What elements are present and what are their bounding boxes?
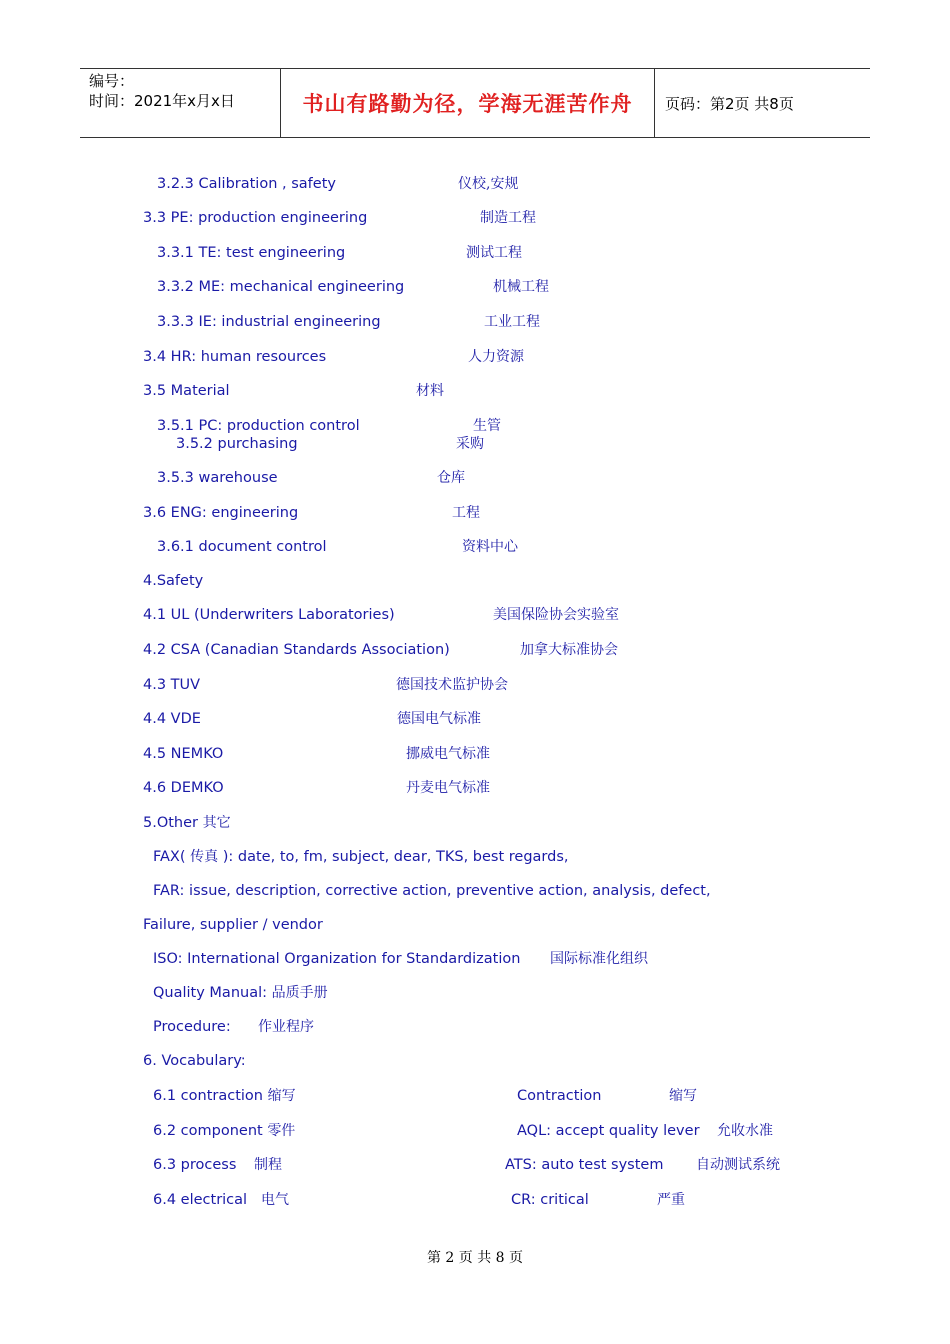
list-item: 3.3.3 IE: industrial engineering <box>157 314 381 330</box>
list-item: 4.5 NEMKO <box>143 746 224 762</box>
term-cn: 自动测试系统 <box>696 1157 780 1173</box>
list-item: 3.3 PE: production engineering <box>143 210 368 226</box>
list-item: CR: critical <box>511 1192 589 1208</box>
term-en-rest: ): date, to, fm, subject, dear, TKS, best regards, <box>222 849 569 865</box>
term-cn: 德国技术监护协会 <box>396 677 508 693</box>
list-item: 3.5.2 purchasing <box>176 436 298 452</box>
page-header <box>80 68 870 138</box>
term-cn: 材料 <box>416 383 444 399</box>
term-cn: 制造工程 <box>480 210 536 226</box>
code-label: 编号： <box>89 72 135 90</box>
term-cn: 制程 <box>254 1157 282 1173</box>
term-cn: 国际标准化组织 <box>550 951 648 967</box>
list-item: Procedure: <box>153 1019 231 1035</box>
section-heading: 6. Vocabulary: <box>143 1053 246 1069</box>
term-cn: 电气 <box>261 1192 289 1208</box>
list-item: ISO: International Organization for Standardization <box>153 951 521 967</box>
list-item <box>153 1087 296 1105</box>
term-cn: 其它 <box>202 815 231 831</box>
term-cn: 作业程序 <box>258 1019 314 1035</box>
list-item: 4.4 VDE <box>143 711 201 727</box>
time-label: 时间：2021年x月x日 <box>89 92 235 110</box>
term-cn: 生管 <box>473 418 501 434</box>
list-item: 3.5.1 PC: production control <box>157 418 360 434</box>
list-item: 3.5 Material <box>143 383 230 399</box>
term-cn: 严重 <box>657 1192 685 1208</box>
list-item: 3.5.3 warehouse <box>157 470 278 486</box>
term-en: 6.1 contraction <box>153 1088 263 1104</box>
list-item: 4.3 TUV <box>143 677 201 693</box>
term-cn: 传真 <box>190 849 219 865</box>
header-motto-cell <box>281 69 655 137</box>
list-item <box>153 1122 295 1140</box>
term-cn: 丹麦电气标准 <box>406 780 490 796</box>
section-heading: 4.Safety <box>143 573 204 589</box>
page-footer: 第 2 页 共 8 页 <box>426 1250 524 1266</box>
list-item: 6.4 electrical <box>153 1192 248 1208</box>
term-cn: 仪校,安规 <box>458 176 519 192</box>
term-cn: 机械工程 <box>493 279 549 295</box>
term-en: FAX( <box>153 849 186 865</box>
section-heading <box>143 814 231 832</box>
list-item: 3.3.2 ME: mechanical engineering <box>157 279 405 295</box>
list-item: 4.6 DEMKO <box>143 780 224 796</box>
list-item: 3.6.1 document control <box>157 539 327 555</box>
list-item: 4.1 UL (Underwriters Laboratories) <box>143 607 395 623</box>
header-page-info: 页码：第2页 共8页 <box>665 94 794 113</box>
list-item: FAR: issue, description, corrective action, preventive action, analysis, defect, <box>153 883 711 899</box>
term-cn: 美国保险协会实验室 <box>493 607 619 623</box>
term-cn: 缩写 <box>267 1088 296 1104</box>
term-en: 5.Other <box>143 815 199 831</box>
list-item <box>157 175 336 193</box>
term-cn: 采购 <box>456 436 484 452</box>
term-cn: 工程 <box>452 505 480 521</box>
term-cn: 品质手册 <box>271 985 328 1001</box>
list-item: 4.2 CSA (Canadian Standards Association) <box>143 642 450 658</box>
term-cn: 缩写 <box>669 1088 697 1104</box>
term-en: 6.2 component <box>153 1123 263 1139</box>
list-item: ATS: auto test system <box>505 1157 664 1173</box>
term-cn: 德国电气标准 <box>397 711 481 727</box>
term-cn: 允收水准 <box>717 1123 773 1139</box>
term-cn: 人力资源 <box>468 349 524 365</box>
list-item: Contraction <box>517 1088 602 1104</box>
list-item <box>153 848 569 866</box>
term-cn: 测试工程 <box>466 245 522 261</box>
term-cn: 加拿大标准协会 <box>520 642 618 658</box>
list-item: 3.3.1 TE: test engineering <box>157 245 346 261</box>
header-meta <box>80 69 281 137</box>
list-item <box>153 984 328 1002</box>
term-en: 3.2.3 Calibration , safety <box>157 176 336 192</box>
header-motto: 书山有路勤为径，学海无涯苦作舟 <box>302 91 633 116</box>
list-item: AQL: accept quality lever <box>517 1123 700 1139</box>
term-cn: 工业工程 <box>484 314 540 330</box>
list-item: 3.4 HR: human resources <box>143 349 327 365</box>
term-cn: 资料中心 <box>462 539 518 555</box>
term-cn: 零件 <box>267 1123 296 1139</box>
term-cn: 挪威电气标准 <box>406 746 490 762</box>
term-en: Quality Manual: <box>153 985 267 1001</box>
list-item: 6.3 process <box>153 1157 237 1173</box>
list-item: 3.6 ENG: engineering <box>143 505 299 521</box>
list-item: Failure, supplier / vendor <box>143 917 323 933</box>
term-cn: 仓库 <box>437 470 465 486</box>
